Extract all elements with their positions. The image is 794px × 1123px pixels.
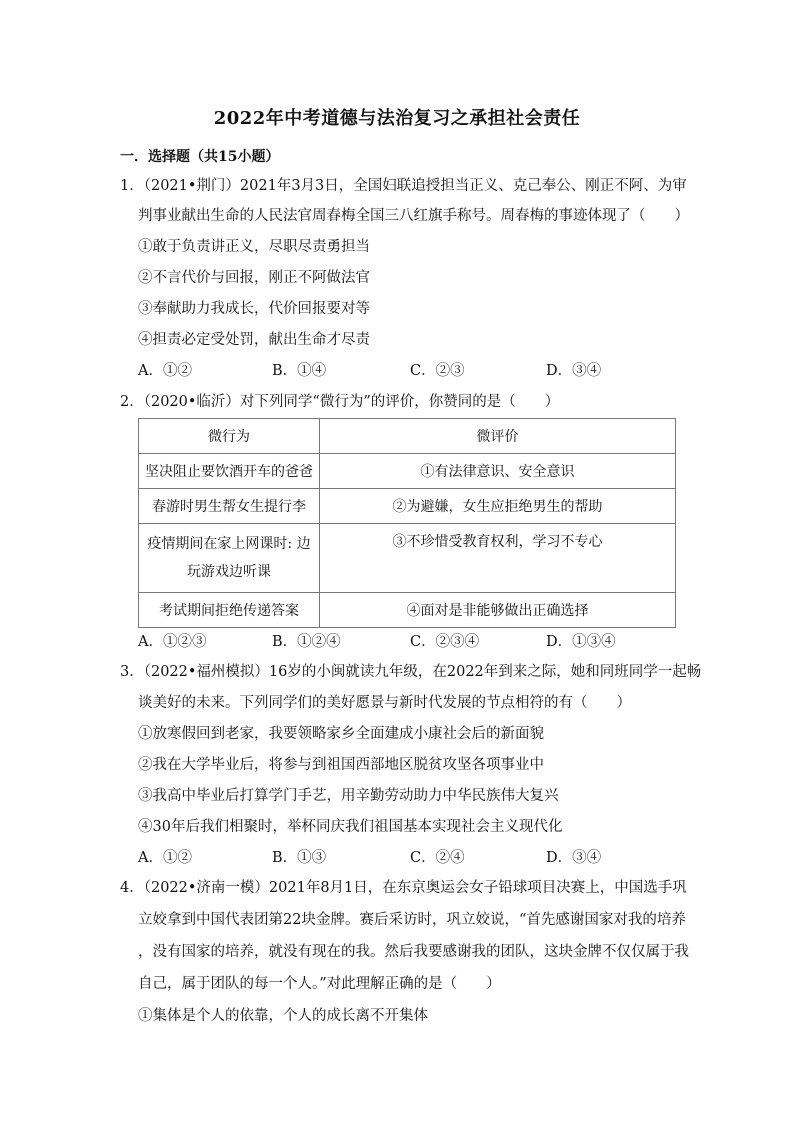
q4-stem-line-2: 立姣拿到中国代表团第22块金牌。赛后采访时，巩立姣说，“首先感谢国家对我的培养 [138, 912, 686, 928]
q1-statement-4: ④担责必定受处罚，献出生命才尽责 [138, 332, 370, 348]
q2-header-behavior: 微行为 [139, 419, 320, 454]
q4-stem-line-3: ，没有国家的培养，就没有现在的我。然后我要感谢我的团队，这块金牌不仅仅属于我 [138, 944, 689, 960]
q1-option-b: B．①④ [272, 363, 327, 379]
table-row [139, 454, 676, 489]
q2-row-2-evaluation: ②为避嫌，女生应拒绝男生的帮助 [320, 489, 676, 524]
q3-statement-4: ④30年后我们相聚时，举杯同庆我们祖国基本实现社会主义现代化 [138, 819, 563, 835]
q2-row-4-evaluation: ④面对是非能够做出正确选择 [320, 593, 676, 628]
q2-option-d: D．①③④ [546, 634, 616, 650]
q2-row-1-behavior: 坚决阻止要饮酒开车的爸爸 [139, 454, 320, 489]
table-row [139, 524, 676, 593]
section-heading: 一．选择题（共15小题） [120, 149, 280, 165]
q4-statement-1: ①集体是个人的依靠，个人的成长离不开集体 [138, 1008, 428, 1024]
q2-table-header-row [139, 419, 676, 454]
q2-table [138, 418, 676, 628]
q2-row-2-behavior: 春游时男生帮女生提行李 [139, 489, 320, 524]
q3-statement-3: ③我高中毕业后打算学门手艺，用辛勤劳动助力中华民族伟大复兴 [138, 788, 559, 804]
q1-option-c: C．②③ [410, 363, 465, 379]
q3-option-a: A．①② [138, 850, 192, 866]
q1-option-d: D．③④ [546, 363, 602, 379]
q2-row-3-evaluation: ③不珍惜受教育权利，学习不专心 [320, 524, 676, 593]
q1-option-a: A．①② [138, 363, 192, 379]
q1-statement-3: ③奉献助力我成长，代价回报要对等 [138, 301, 370, 317]
q3-option-d: D．③④ [546, 850, 602, 866]
q1-stem-line-2: 判事业献出生命的人民法官周春梅全国三八红旗手称号。周春梅的事迹体现了（ ） [138, 208, 689, 224]
q4-stem-line-4: 自己，属于团队的每一个人。”对此理解正确的是（ ） [138, 976, 501, 992]
q2-row-4-behavior: 考试期间拒绝传递答案 [139, 593, 320, 628]
q2-header-evaluation: 微评价 [320, 419, 676, 454]
q2-row-3-behavior: 疫情期间在家上网课时: 边玩游戏边听课 [139, 524, 320, 593]
q3-statement-2: ②我在大学毕业后，将参与到祖国西部地区脱贫攻坚各项事业中 [138, 757, 544, 773]
q1-statement-2: ②不言代价与回报，刚正不阿做法官 [138, 270, 370, 286]
q1-statement-1: ①敢于负责讲正义，尽职尽责勇担当 [138, 239, 370, 255]
q1-stem-line-1: 1．（2021•荆门）2021年3月3日，全国妇联追授担当正义、克己奉公、刚正不阿、为审 [120, 178, 687, 194]
document-title: 2022年中考道德与法治复习之承担社会责任 [213, 108, 581, 129]
q3-option-c: C．②④ [410, 850, 465, 866]
table-row [139, 489, 676, 524]
q2-option-c: C．②③④ [410, 634, 480, 650]
q2-row-1-evaluation: ①有法律意识、安全意识 [320, 454, 676, 489]
q3-stem-line-1: 3．（2022•福州模拟）16岁的小闽就读九年级，在2022年到来之际，她和同班同学一起畅 [120, 664, 702, 680]
table-row [139, 593, 676, 628]
q3-statement-1: ①放寒假回到老家，我要领略家乡全面建成小康社会后的新面貌 [138, 726, 544, 742]
q4-stem-line-1: 4．（2022•济南一模）2021年8月1日，在东京奥运会女子铅球项目决赛上，中国选手巩 [120, 880, 687, 896]
q2-option-b: B．①②④ [272, 634, 341, 650]
q2-option-a: A．①②③ [138, 634, 207, 650]
q3-stem-line-2: 谈美好的未来。下列同学们的美好愿景与新时代发展的节点相符的有（ ） [138, 695, 631, 711]
q3-option-b: B．①③ [272, 850, 327, 866]
q2-stem: 2．（2020•临沂）对下列同学“微行为”的评价，你赞同的是（ ） [120, 394, 560, 410]
